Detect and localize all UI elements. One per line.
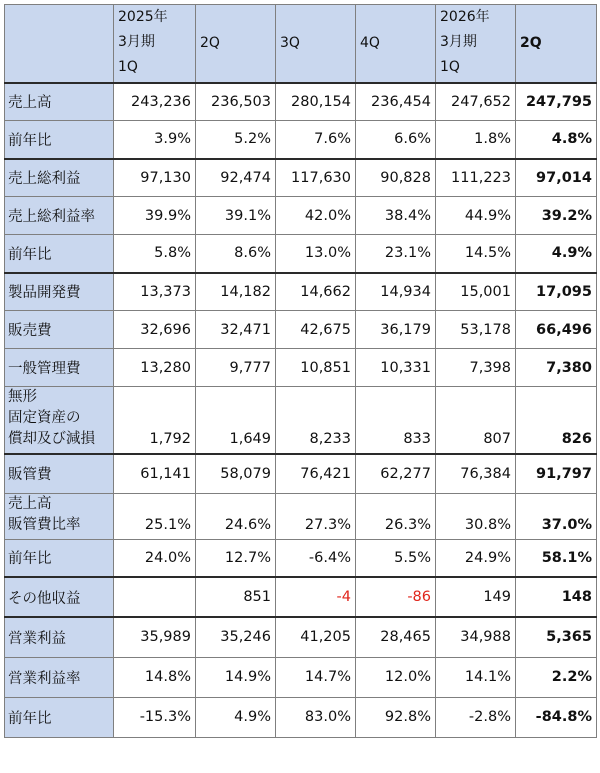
table-row <box>5 197 597 235</box>
row-label <box>5 617 114 657</box>
value-cell: 14,934 <box>356 273 436 311</box>
column-header-line: 2Q <box>200 34 220 51</box>
value-cell: 1,792 <box>114 387 196 455</box>
row-label-line: 販売費 <box>8 323 52 339</box>
row-label-line: 前年比 <box>8 710 52 727</box>
column-header-line: 2Q <box>520 34 542 51</box>
value-cell: -2.8% <box>436 697 516 737</box>
value-cell: 14.5% <box>436 235 516 273</box>
value-cell: 30.8% <box>436 493 516 539</box>
row-label <box>5 349 114 387</box>
value-cell: 851 <box>196 577 276 617</box>
table-row <box>5 493 597 539</box>
value-cell: 1.8% <box>436 121 516 159</box>
value-cell: 4.8% <box>516 121 597 159</box>
row-label <box>5 235 114 273</box>
value-cell: 32,471 <box>196 311 276 349</box>
value-cell: 91,797 <box>516 454 597 493</box>
value-cell: 10,331 <box>356 349 436 387</box>
value-cell: -86 <box>356 577 436 617</box>
value-cell: 76,421 <box>276 454 356 493</box>
value-cell: 13,373 <box>114 273 196 311</box>
value-cell: 14.7% <box>276 657 356 697</box>
corner-cell <box>5 5 114 83</box>
value-cell: 280,154 <box>276 83 356 121</box>
value-cell: 149 <box>436 577 516 617</box>
value-cell: 12.0% <box>356 657 436 697</box>
value-cell: 53,178 <box>436 311 516 349</box>
table-body <box>5 5 597 738</box>
value-cell: 28,465 <box>356 617 436 657</box>
column-header-line: 2026年 <box>440 9 490 25</box>
column-header <box>196 5 276 83</box>
value-cell: 66,496 <box>516 311 597 349</box>
row-label-line: 前年比 <box>8 246 52 263</box>
column-header-line: 3月期 <box>118 34 155 50</box>
value-cell: 14.9% <box>196 657 276 697</box>
value-cell: 7,398 <box>436 349 516 387</box>
row-label <box>5 311 114 349</box>
value-cell: -84.8% <box>516 697 597 737</box>
value-cell: 42.0% <box>276 197 356 235</box>
table-row <box>5 697 597 737</box>
value-cell: 62,277 <box>356 454 436 493</box>
financial-table <box>4 4 597 738</box>
table-row <box>5 577 597 617</box>
row-label <box>5 539 114 577</box>
value-cell: 9,777 <box>196 349 276 387</box>
value-cell: 35,246 <box>196 617 276 657</box>
header-row <box>5 5 597 83</box>
row-label-line: 前年比 <box>8 551 52 568</box>
column-header <box>276 5 356 83</box>
row-label <box>5 197 114 235</box>
value-cell: 236,454 <box>356 83 436 121</box>
table-row <box>5 349 597 387</box>
value-cell: 4.9% <box>516 235 597 273</box>
row-label-line: 前年比 <box>8 132 52 149</box>
value-cell: 7,380 <box>516 349 597 387</box>
value-cell: 26.3% <box>356 493 436 539</box>
value-cell: 92.8% <box>356 697 436 737</box>
value-cell: 826 <box>516 387 597 455</box>
value-cell: -6.4% <box>276 539 356 577</box>
value-cell: 38.4% <box>356 197 436 235</box>
table-row <box>5 83 597 121</box>
value-cell: 25.1% <box>114 493 196 539</box>
table-row <box>5 159 597 197</box>
value-cell: 5.2% <box>196 121 276 159</box>
column-header-line: 1Q <box>118 59 138 75</box>
row-label-line: 無形 <box>8 389 37 405</box>
row-label-line: 販管費 <box>8 467 52 484</box>
value-cell: 3.9% <box>114 121 196 159</box>
row-label <box>5 697 114 737</box>
row-label-line: 売上総利益 <box>8 171 81 188</box>
value-cell: 17,095 <box>516 273 597 311</box>
value-cell: 14,662 <box>276 273 356 311</box>
value-cell: 32,696 <box>114 311 196 349</box>
row-label-line: 固定資産の <box>8 410 81 426</box>
value-cell: -4 <box>276 577 356 617</box>
value-cell: 8,233 <box>276 387 356 455</box>
value-cell: 97,014 <box>516 159 597 197</box>
value-cell: 97,130 <box>114 159 196 197</box>
value-cell: 833 <box>356 387 436 455</box>
value-cell: 243,236 <box>114 83 196 121</box>
value-cell: 24.9% <box>436 539 516 577</box>
row-label-line: 一般管理費 <box>8 361 81 377</box>
value-cell: 42,675 <box>276 311 356 349</box>
value-cell: 5.8% <box>114 235 196 273</box>
value-cell: 247,795 <box>516 83 597 121</box>
table-row <box>5 387 597 455</box>
value-cell: 58,079 <box>196 454 276 493</box>
table-row <box>5 454 597 493</box>
value-cell: 41,205 <box>276 617 356 657</box>
value-cell: 1,649 <box>196 387 276 455</box>
value-cell: 13,280 <box>114 349 196 387</box>
value-cell: 6.6% <box>356 121 436 159</box>
column-header-line: 2025年 <box>118 9 168 25</box>
value-cell: 2.2% <box>516 657 597 697</box>
row-label-line: 製品開発費 <box>8 285 81 302</box>
value-cell: 76,384 <box>436 454 516 493</box>
column-header-line: 1Q <box>440 59 460 75</box>
value-cell: 148 <box>516 577 597 617</box>
value-cell <box>114 577 196 617</box>
value-cell: 90,828 <box>356 159 436 197</box>
value-cell: -15.3% <box>114 697 196 737</box>
value-cell: 61,141 <box>114 454 196 493</box>
value-cell: 35,989 <box>114 617 196 657</box>
value-cell: 117,630 <box>276 159 356 197</box>
value-cell: 24.6% <box>196 493 276 539</box>
table-row <box>5 273 597 311</box>
value-cell: 13.0% <box>276 235 356 273</box>
row-label-line: 売上高 <box>8 95 52 112</box>
column-header-line: 3Q <box>280 34 300 51</box>
value-cell: 14,182 <box>196 273 276 311</box>
value-cell: 34,988 <box>436 617 516 657</box>
row-label-line: 売上総利益率 <box>8 209 95 225</box>
value-cell: 14.8% <box>114 657 196 697</box>
value-cell: 39.9% <box>114 197 196 235</box>
column-header <box>356 5 436 83</box>
value-cell: 83.0% <box>276 697 356 737</box>
table-row <box>5 539 597 577</box>
value-cell: 39.1% <box>196 197 276 235</box>
table-row <box>5 235 597 273</box>
column-header <box>436 5 516 83</box>
table-row <box>5 657 597 697</box>
value-cell: 111,223 <box>436 159 516 197</box>
value-cell: 12.7% <box>196 539 276 577</box>
value-cell: 39.2% <box>516 197 597 235</box>
value-cell: 92,474 <box>196 159 276 197</box>
row-label <box>5 83 114 121</box>
value-cell: 8.6% <box>196 235 276 273</box>
column-header-line: 4Q <box>360 34 380 51</box>
value-cell: 15,001 <box>436 273 516 311</box>
row-label <box>5 387 114 455</box>
row-label-line: 営業利益率 <box>8 670 81 687</box>
value-cell: 37.0% <box>516 493 597 539</box>
row-label <box>5 159 114 197</box>
value-cell: 36,179 <box>356 311 436 349</box>
value-cell: 5,365 <box>516 617 597 657</box>
row-label-line: 販管費比率 <box>8 516 81 533</box>
row-label <box>5 454 114 493</box>
table-row <box>5 311 597 349</box>
value-cell: 4.9% <box>196 697 276 737</box>
column-header-line: 3月期 <box>440 34 477 50</box>
table-row <box>5 121 597 159</box>
row-label-line: 償却及び減損 <box>8 431 95 447</box>
row-label-line: 営業利益 <box>8 630 66 647</box>
row-label <box>5 657 114 697</box>
table-row <box>5 617 597 657</box>
value-cell: 44.9% <box>436 197 516 235</box>
value-cell: 5.5% <box>356 539 436 577</box>
column-header <box>114 5 196 83</box>
value-cell: 14.1% <box>436 657 516 697</box>
value-cell: 236,503 <box>196 83 276 121</box>
value-cell: 7.6% <box>276 121 356 159</box>
row-label-line: 売上高 <box>8 495 52 512</box>
row-label <box>5 577 114 617</box>
value-cell: 27.3% <box>276 493 356 539</box>
value-cell: 247,652 <box>436 83 516 121</box>
value-cell: 807 <box>436 387 516 455</box>
row-label-line: その他収益 <box>8 590 81 607</box>
row-label <box>5 493 114 539</box>
column-header <box>516 5 597 83</box>
row-label <box>5 121 114 159</box>
value-cell: 58.1% <box>516 539 597 577</box>
value-cell: 10,851 <box>276 349 356 387</box>
row-label <box>5 273 114 311</box>
value-cell: 24.0% <box>114 539 196 577</box>
value-cell: 23.1% <box>356 235 436 273</box>
